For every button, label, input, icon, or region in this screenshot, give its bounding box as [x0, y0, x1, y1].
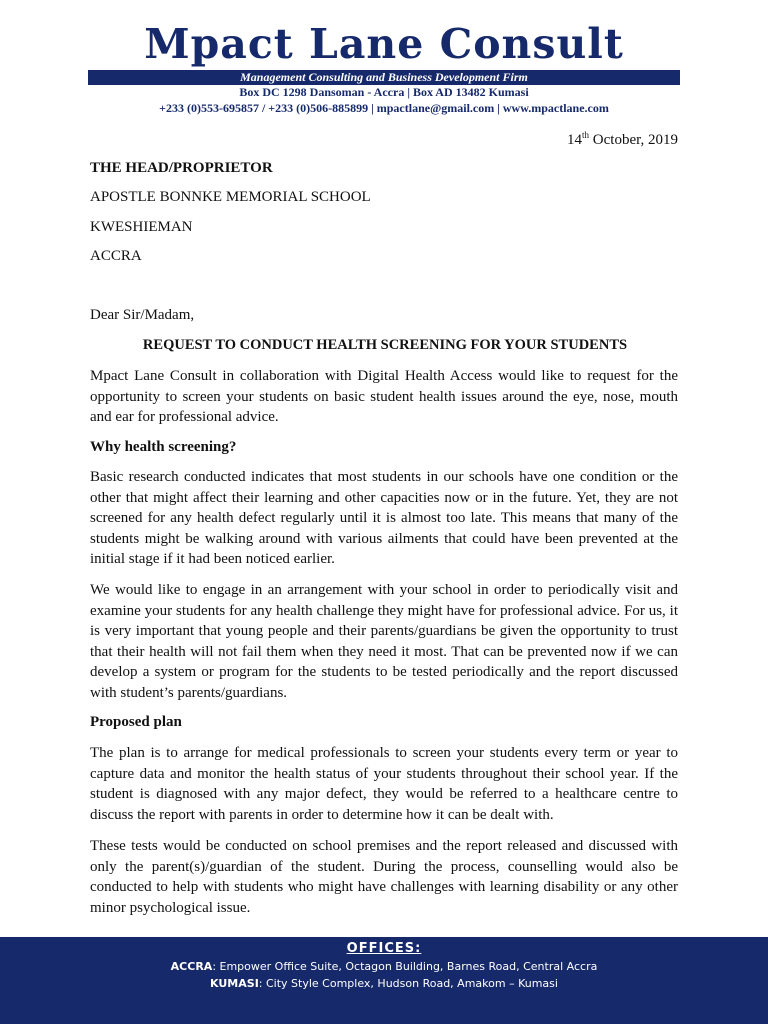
kumasi-address: : City Style Complex, Hudson Road, Amakom – Kumasi	[258, 977, 558, 990]
recipient-school: APOSTLE BONNKE MEMORIAL SCHOOL	[90, 189, 371, 205]
recipient-city: ACCRA	[90, 248, 142, 264]
letter-date	[567, 130, 678, 149]
intro-paragraph: Mpact Lane Consult in collaboration with Digital Health Access would like to request for the opportunity to screen your students on basic student health issues around the eye, nose, mouth and ear for professional advice.	[90, 368, 678, 426]
company-contact: +233 (0)553-695857 / +233 (0)506-885899 | mpactlane@gmail.com | www.mpactlane.com	[159, 101, 609, 115]
recipient-town: KWESHIEMAN	[90, 219, 193, 235]
accra-label: ACCRA	[170, 960, 213, 973]
letter-subject: REQUEST TO CONDUCT HEALTH SCREENING FOR YOUR STUDENTS	[142, 337, 628, 353]
heading-proposed-plan: Proposed plan	[90, 714, 182, 730]
plan-paragraph-2: These tests would be conducted on school premises and the report released and discussed with only the parent(s)/guardian of the student. During the process, counselling would also be conducted to help with students who might have challenges with learning disability or any other minor psychological issue.	[90, 838, 678, 916]
company-address: Box DC 1298 Dansoman - Accra | Box AD 13482 Kumasi	[239, 85, 529, 99]
salutation: Dear Sir/Madam,	[90, 307, 195, 323]
recipient-title: THE HEAD/PROPRIETOR	[90, 160, 273, 176]
accra-address: : Empower Office Suite, Octagon Building, Barnes Road, Central Accra	[212, 960, 598, 973]
why-paragraph-2: We would like to engage in an arrangement with your school in order to periodically visit and examine your students for any health challenge they might have for professional advice. For us, it is very important that young people and their parents/guardians be given the opportunity to trust that their health will not fail them when they need it most. That can be prevented now if we can develop a system or program for the students to be tested periodically and the report discussed with student’s parents/guardians.	[90, 582, 678, 701]
footer-kumasi	[0, 975, 768, 992]
heading-why-screening: Why health screening?	[90, 439, 237, 455]
date-suffix: th	[582, 130, 590, 140]
footer-offices	[0, 937, 768, 1024]
tagline-bar: Management Consulting and Business Development Firm	[88, 70, 680, 85]
why-paragraph-1: Basic research conducted indicates that most students in our schools have one condition or the other that might affect their learning and other capacities now or in the future. Yet, they are not screened for any health defect regularly until it is almost too late. This means that many of the students might be walking around with various ailments that could have been prevented at the initial stage if it had been noticed earlier.	[90, 469, 678, 568]
date-rest: October, 2019	[589, 132, 678, 148]
kumasi-label: KUMASI	[210, 977, 259, 990]
company-name: Mpact Lane Consult	[144, 20, 624, 68]
footer-heading: OFFICES:	[346, 941, 422, 956]
plan-paragraph-1: The plan is to arrange for medical professionals to screen your students every term or year to capture data and monitor the health status of your students throughout their school year. If the student is diagnosed with any major defect, they would be referred to a healthcare centre to discuss the report with parents in order to determine how it can be dealt with.	[90, 745, 678, 823]
footer-accra	[0, 958, 768, 975]
date-day: 14	[567, 132, 583, 148]
